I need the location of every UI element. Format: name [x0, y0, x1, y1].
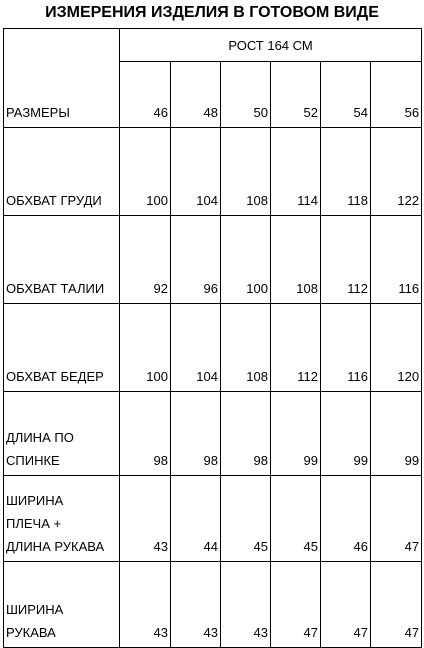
- measurement-value: 43: [221, 562, 271, 648]
- measurement-value: 108: [221, 304, 271, 392]
- row-label-line: ОБХВАТ ТАЛИИ: [6, 281, 105, 296]
- measurement-value: 47: [271, 562, 321, 648]
- measurement-value: 43: [120, 476, 171, 562]
- table-row: [4, 562, 422, 648]
- table-row: [4, 304, 422, 392]
- measurement-value: 92: [120, 216, 171, 304]
- measurement-value: 47: [321, 562, 371, 648]
- measurement-value: 104: [171, 128, 221, 216]
- size-value: 48: [171, 62, 221, 128]
- row-label-line: ПЛЕЧА +: [6, 516, 62, 531]
- row-label: [4, 216, 120, 304]
- measurement-value: 45: [271, 476, 321, 562]
- size-value: 52: [271, 62, 321, 128]
- measurement-value: 118: [321, 128, 371, 216]
- row-label-line: ШИРИНА: [6, 493, 64, 508]
- row-label-line: СПИНКЕ: [6, 453, 60, 468]
- measurement-value: 46: [321, 476, 371, 562]
- measurement-value: 120: [371, 304, 422, 392]
- row-label-line: ОБХВАТ БЕДЕР: [6, 369, 104, 384]
- chart-title: ИЗМЕРЕНИЯ ИЗДЕЛИЯ В ГОТОВОМ ВИДЕ: [45, 4, 379, 21]
- row-label: [4, 62, 120, 128]
- measurement-value: 104: [171, 304, 221, 392]
- measurement-value: 43: [120, 562, 171, 648]
- measurement-value: 44: [171, 476, 221, 562]
- measurement-value: 98: [221, 392, 271, 476]
- header-blank-cell: [4, 29, 120, 62]
- measurement-value: 100: [120, 128, 171, 216]
- row-label: [4, 128, 120, 216]
- measurement-value: 114: [271, 128, 321, 216]
- measurement-value: 116: [371, 216, 422, 304]
- measurement-value: 108: [271, 216, 321, 304]
- size-value: 54: [321, 62, 371, 128]
- measurement-value: 108: [221, 128, 271, 216]
- measurement-value: 43: [171, 562, 221, 648]
- measurement-value: 112: [321, 216, 371, 304]
- table-row: [4, 128, 422, 216]
- measurement-value: 112: [271, 304, 321, 392]
- row-label-line: РАЗМЕРЫ: [6, 105, 70, 120]
- size-value: 46: [120, 62, 171, 128]
- measurement-value: 99: [371, 392, 422, 476]
- measurement-value: 116: [321, 304, 371, 392]
- measurement-value: 122: [371, 128, 422, 216]
- measurement-value: 99: [271, 392, 321, 476]
- row-label-line: РУКАВА: [6, 625, 56, 640]
- row-label-line: ДЛИНА ПО: [6, 430, 74, 445]
- measurement-value: 98: [171, 392, 221, 476]
- row-label-line: ДЛИНА РУКАВА: [6, 539, 105, 554]
- measurement-value: 99: [321, 392, 371, 476]
- height-header: РОСТ 164 СМ: [120, 29, 422, 62]
- row-label-line: ШИРИНА: [6, 602, 64, 617]
- size-value: 50: [221, 62, 271, 128]
- row-label-line: ОБХВАТ ГРУДИ: [6, 193, 102, 208]
- table-row: [4, 392, 422, 476]
- measurement-value: 47: [371, 476, 422, 562]
- size-value: 56: [371, 62, 422, 128]
- measurement-value: 98: [120, 392, 171, 476]
- row-label: [4, 392, 120, 476]
- measurement-value: 47: [371, 562, 422, 648]
- row-label: [4, 562, 120, 648]
- row-label: [4, 304, 120, 392]
- measurement-value: 96: [171, 216, 221, 304]
- table-row: [4, 62, 422, 128]
- table-header-row: [4, 29, 422, 62]
- row-label: [4, 476, 120, 562]
- table-row: [4, 216, 422, 304]
- measurements-table: [3, 28, 422, 648]
- measurement-value: 100: [221, 216, 271, 304]
- table-row: [4, 476, 422, 562]
- measurement-value: 100: [120, 304, 171, 392]
- measurement-value: 45: [221, 476, 271, 562]
